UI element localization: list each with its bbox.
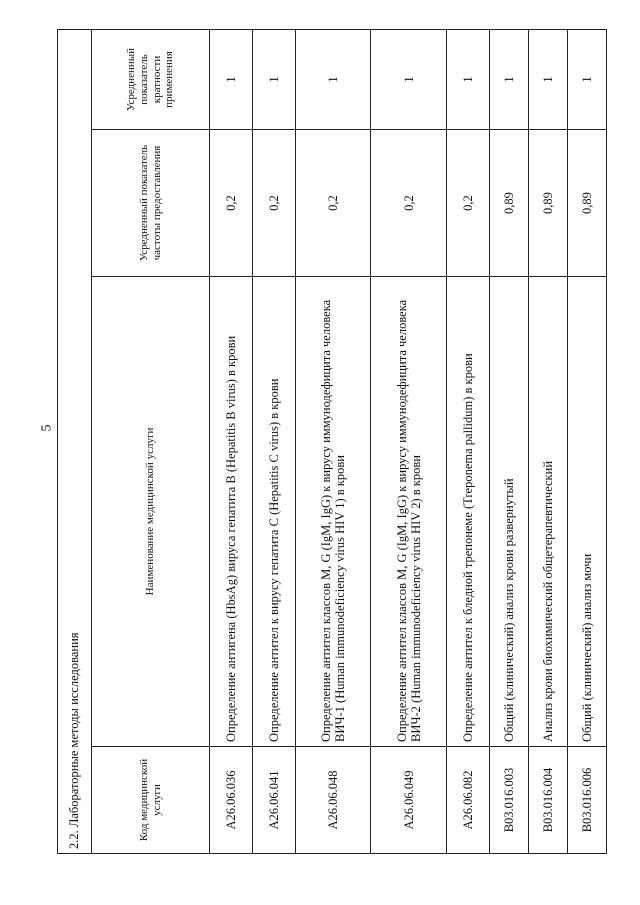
table-row	[528, 29, 567, 853]
table-row	[447, 29, 490, 853]
section-title-row	[58, 29, 92, 853]
table-row	[371, 29, 447, 853]
cell-frequency: 0,2	[253, 130, 296, 277]
table-header-row	[91, 29, 209, 853]
cell-frequency: 0,2	[447, 130, 490, 277]
cell-frequency: 0,2	[371, 130, 447, 277]
cell-frequency: 0,89	[567, 130, 606, 277]
cell-code: A26.06.048	[295, 747, 371, 854]
cell-multiplicity: 1	[295, 29, 371, 129]
table-row	[295, 29, 371, 853]
cell-multiplicity: 1	[567, 29, 606, 129]
table-row	[489, 29, 528, 853]
cell-multiplicity: 1	[371, 29, 447, 129]
cell-frequency: 0,2	[210, 130, 253, 277]
cell-frequency: 0,89	[528, 130, 567, 277]
header-multiplicity: Усредненный показатель кратности применения	[91, 29, 209, 129]
cell-code: A26.06.082	[447, 747, 490, 854]
cell-code: B03.016.004	[528, 747, 567, 854]
cell-name: Определение антител классов M, G (IgM, IgG) к вирусу иммунодефицита человека ВИЧ-2 (Human immunodeficiency virus HIV 2) в крови	[371, 277, 447, 747]
cell-name: Определение антител к вирусу гепатита C (Hepatitis C virus) в крови	[253, 277, 296, 747]
cell-multiplicity: 1	[210, 29, 253, 129]
cell-multiplicity: 1	[489, 29, 528, 129]
cell-name: Общий (клинический) анализ крови развернутый	[489, 277, 528, 747]
cell-name: Определение антител классов M, G (IgM, IgG) к вирусу иммунодефицита человека ВИЧ-1 (Human immunodeficiency virus HIV 1) в крови	[295, 277, 371, 747]
header-frequency: Усредненный показатель частоты предоставления	[91, 130, 209, 277]
cell-name: Определение антител к бледной трепонеме (Treponema pallidum) в крови	[447, 277, 490, 747]
cell-code: A26.06.036	[210, 747, 253, 854]
lab-methods-table	[57, 29, 607, 854]
rotated-table-container	[57, 30, 607, 854]
document-page	[57, 30, 607, 854]
section-title: 2.2. Лабораторные методы исследования	[58, 29, 92, 853]
header-name: Наименование медицинской услуги	[91, 277, 209, 747]
cell-name: Определение антигена (HbsAg) вируса гепатита B (Hepatitis B virus) в крови	[210, 277, 253, 747]
cell-multiplicity: 1	[253, 29, 296, 129]
cell-name: Общий (клинический) анализ мочи	[567, 277, 606, 747]
table-row	[567, 29, 606, 853]
cell-name: Анализ крови биохимический общетерапевтический	[528, 277, 567, 747]
cell-code: B03.016.006	[567, 747, 606, 854]
cell-frequency: 0,89	[489, 130, 528, 277]
cell-multiplicity: 1	[528, 29, 567, 129]
table-row	[253, 29, 296, 853]
page-number: 5	[39, 424, 55, 432]
table-row	[210, 29, 253, 853]
cell-multiplicity: 1	[447, 29, 490, 129]
cell-code: B03.016.003	[489, 747, 528, 854]
cell-code: A26.06.041	[253, 747, 296, 854]
header-code: Код медицинской услуги	[91, 747, 209, 854]
cell-frequency: 0,2	[295, 130, 371, 277]
cell-code: A26.06.049	[371, 747, 447, 854]
